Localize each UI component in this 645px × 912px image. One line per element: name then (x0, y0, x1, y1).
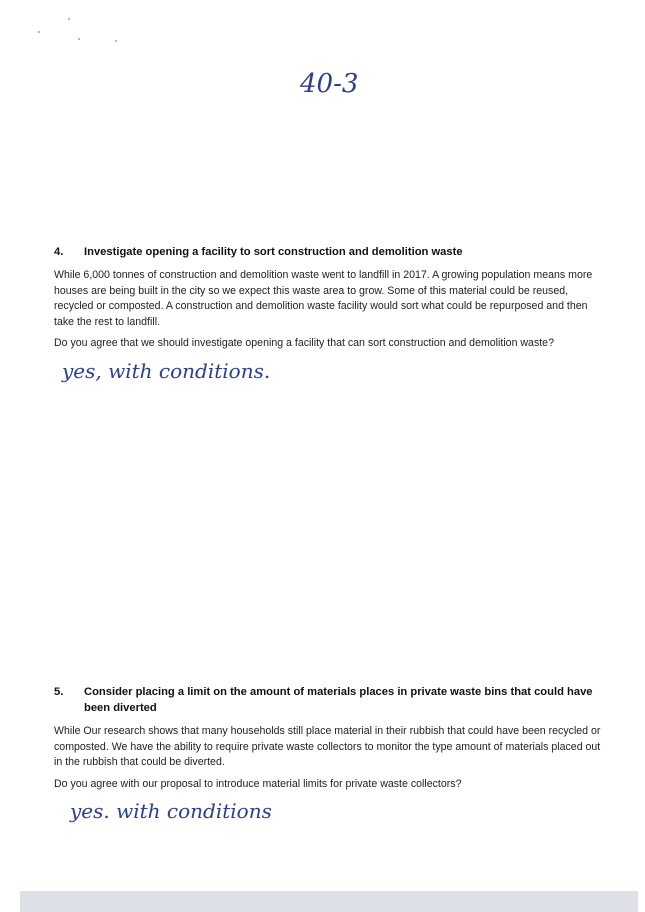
question-4-prompt: Do you agree that we should investigate opening a facility that can sort construction and demolition waste? (54, 337, 554, 350)
question-4-number: 4. (54, 246, 64, 258)
scan-speck (78, 38, 80, 40)
question-5-answer-text: yes. with conditions (70, 799, 272, 823)
question-5-answer[interactable] (66, 790, 326, 834)
handwritten-page-id (296, 66, 386, 102)
question-5-title: Consider placing a limit on the amount of materials places in private waste bins that could have been diverted (84, 686, 593, 714)
question-5-heading (54, 684, 606, 716)
scan-speck (38, 31, 40, 33)
handwritten-page-id-text: 40-3 (300, 69, 359, 99)
scan-footer-band (20, 891, 638, 912)
question-5-number: 5. (54, 686, 64, 698)
question-4 (54, 244, 606, 352)
question-4-title: Investigate opening a facility to sort construction and demolition waste (84, 246, 463, 258)
scan-speck (115, 40, 117, 42)
scan-speck (68, 18, 70, 20)
question-5-prompt: Do you agree with our proposal to introduce material limits for private waste collectors? (54, 777, 462, 790)
question-4-description: While 6,000 tonnes of construction and demolition waste went to landfill in 2017. A growing population means more houses are being built in the city so we expect this waste area to grow. Some of this material could be reused, recycled or composted. A construction and demolition waste facility would sort what could be repurposed and then take the rest to landfill. (54, 269, 593, 328)
question-4-answer[interactable] (58, 350, 338, 392)
question-5-description: While Our research shows that many households still place material in their rubbish that could have been recycled or composted. We have the ability to require private waste collectors to monitor the type amount of materials placed out in the rubbish that could be diverted. (54, 725, 601, 769)
question-4-heading (54, 244, 606, 260)
question-4-answer-text: yes, with conditions. (62, 359, 271, 383)
question-5 (54, 684, 606, 792)
